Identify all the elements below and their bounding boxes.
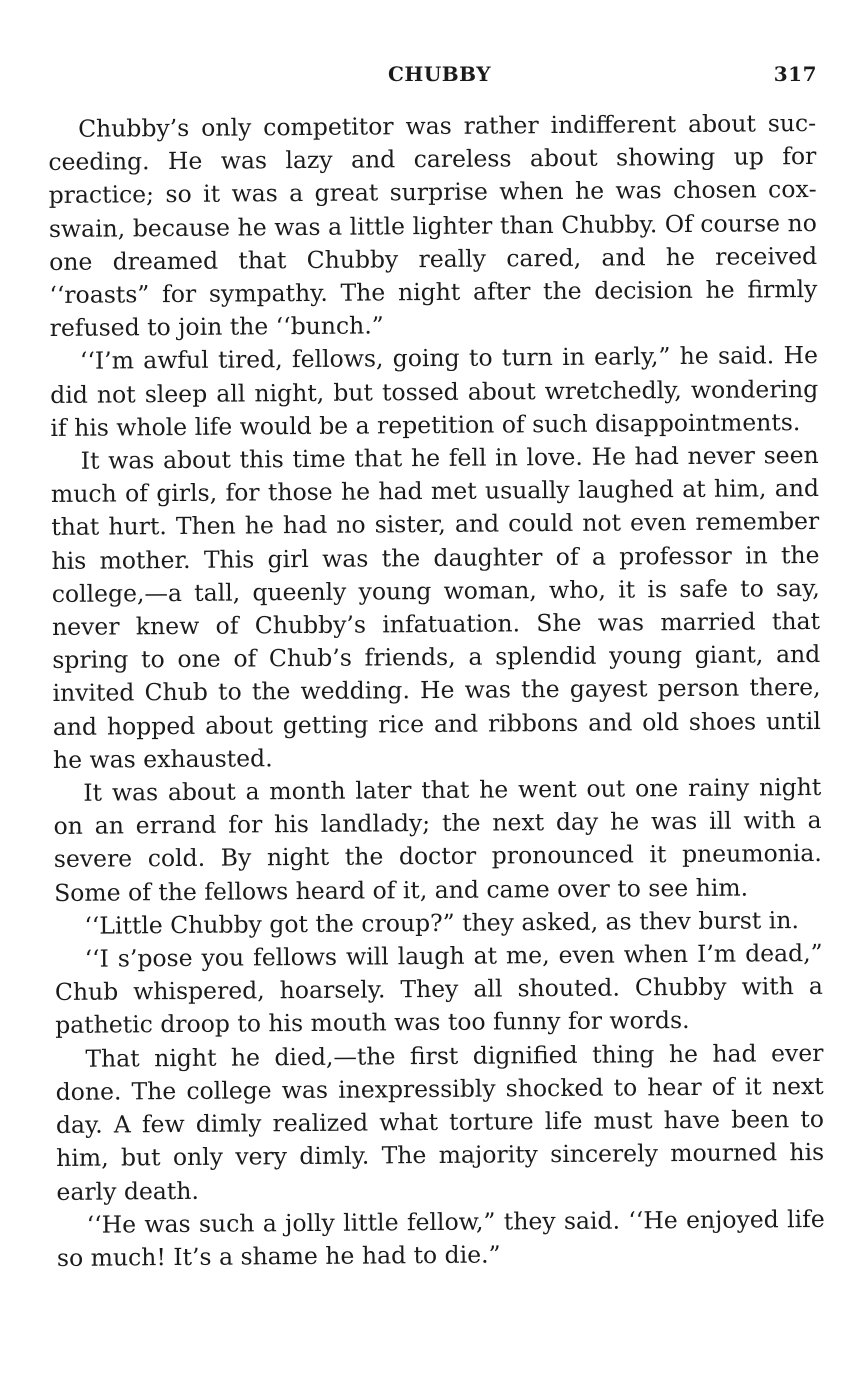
- paragraph-7: That night he died,—the first dignified thing he had ever done. The college was inexpressibly shocked to hear of it next day. A few dimly realized what torture life must have been to him, but only very dimly. The majority sincerely mourned his early death.: [55, 1038, 825, 1206]
- running-title: CHUBBY: [388, 62, 491, 86]
- paragraph-4: It was about a month later that he went out one rainy night on an errand for his landlady; the next day he was ill with a severe cold. By night the doctor pronounced it pneumonia. Some of the fellows heard of it, and came over to see him.: [53, 773, 822, 907]
- body-text: [48, 107, 825, 1275]
- paragraph-5: ‘‘Little Chubby got the croup?” they asked, as thev burst in.: [84, 906, 799, 940]
- paragraph-6: ‘‘I s’pose you fellows will laugh at me, even when I’m dead,” Chub whispered, hoarsely. They all shouted. Chubby with a pathetic droop to his mouth was too funny for words.: [54, 939, 823, 1040]
- paragraph-8: ‘‘He was such a jolly little fellow,” they said. ‘‘He enjoyed life so much! It’s a shame he had to die.”: [56, 1204, 825, 1272]
- paragraph-3: It was about this time that he fell in love. He had never seen much of girls, for those he had met usually laughed at him, and that hurt. Then he had no sister, and could not even remember his mother. This girl was the daughter of a professor in the college,—a tall, queenly young woman, who, it is safe to say, never knew of Chubby’s infatuation. She was married that spring to one of Chub’s friends, a splendid young giant, and invited Chub to the wedding. He was the gayest person there, and hopped about getting rice and ribbons and old shoes until he was exhausted.: [50, 440, 821, 774]
- paragraph-2: ‘‘I’m awful tired, fellows, going to turn in early,” he said. He did not sleep all night, but tossed about wretchedly, wondering if his whole life would be a repetition of such disappointments.: [50, 341, 819, 442]
- paragraph-1: Chubby’s only competitor was rather indifferent about succeeding. He was lazy and careless about showing up for practice; so it was a great surprise when he was chosen coxswain, because he was a little lighter than Chubby. Of course no one dreamed that Chubby really cared, and he received ‘‘roasts” for sympathy. The night after the decision he firmly refused to join the ‘‘bunch.”: [48, 108, 818, 343]
- page-number: 317: [773, 62, 817, 86]
- running-header: [0, 60, 857, 90]
